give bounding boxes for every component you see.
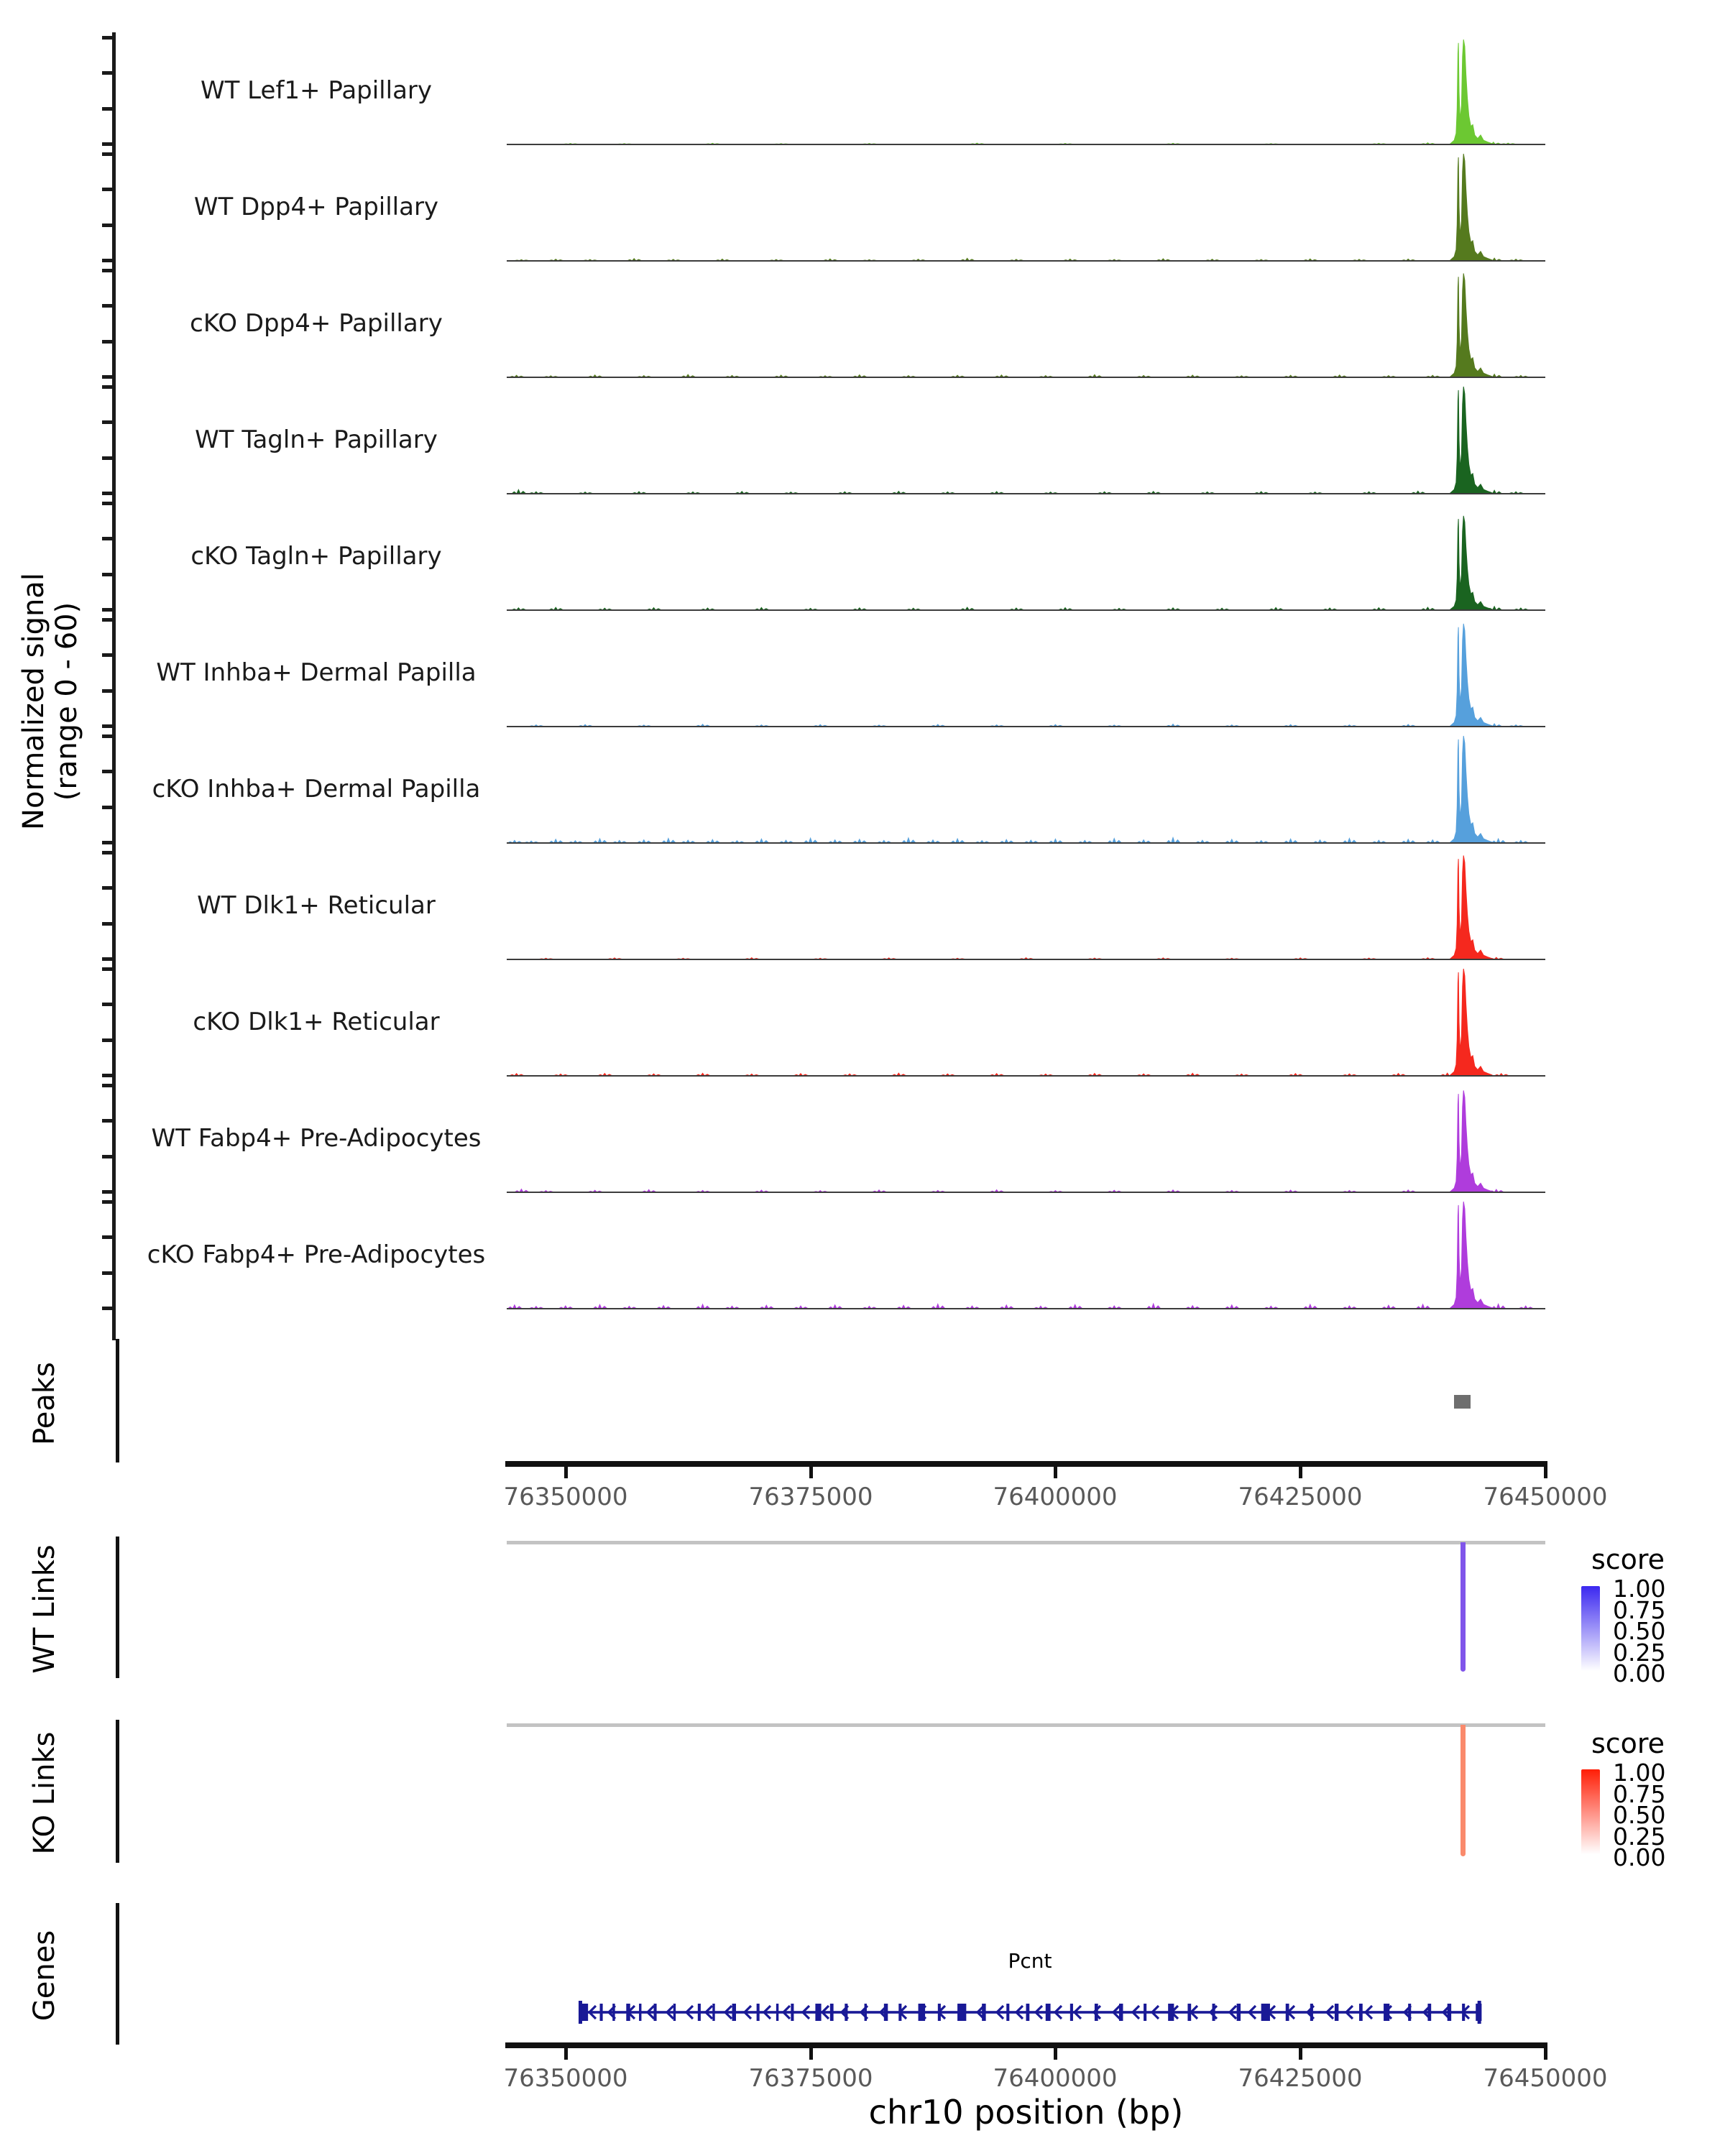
track-label: WT Fabp4+ Pre-Adipocytes [151,1124,482,1153]
peaks-section-label: Peaks [28,1362,61,1445]
track-signal-panel[interactable] [507,723,1545,844]
ko-link-line[interactable] [1460,1725,1466,1856]
wt-links-baseline [507,1541,1545,1544]
genomic-axis-tick-label: 76450000 [1483,1483,1608,1511]
signal-axis-tick [102,1119,114,1123]
signal-axis-tick [102,1155,114,1158]
score-legend-tick-label: 0.75 [1613,1780,1666,1808]
x-axis-title: chr10 position (bp) [868,2093,1184,2132]
signal-axis-tick [102,806,114,809]
signal-axis-tick [102,1038,114,1042]
signal-axis-tick [102,152,114,156]
track-label: cKO Fabp4+ Pre-Adipocytes [147,1240,486,1269]
genomic-axis-tick [564,1467,568,1478]
track-label: cKO Dpp4+ Papillary [190,309,443,338]
score-legend-tick-label: 0.50 [1613,1617,1666,1645]
wt-links-section-label: WT Links [28,1544,61,1674]
genomic-axis-tick-label: 76375000 [748,2064,873,2093]
signal-axis-tick [102,608,114,612]
track-signal-panel[interactable] [507,1189,1545,1309]
signal-axis-tick [102,259,114,262]
signal-axis-tick [102,1074,114,1077]
track-label: WT Tagln+ Papillary [195,425,438,454]
track-signal-panel[interactable] [507,839,1545,960]
signal-axis-label-line1: Normalized signal [17,573,50,830]
track-signal-panel[interactable] [507,490,1545,611]
score-legend-tick-label: 0.25 [1613,1639,1666,1667]
signal-axis-tick [102,224,114,227]
gene-model[interactable] [507,1985,1545,2040]
signal-axis-tick [102,1235,114,1239]
signal-axis-tick [102,1200,114,1204]
signal-axis-tick [102,1307,114,1310]
track-label: cKO Tagln+ Papillary [190,542,442,571]
signal-axis-tick [102,304,114,308]
genes-section-label: Genes [28,1930,61,2022]
score-legend-tick-label: 1.00 [1613,1575,1666,1603]
genomic-axis-tick-label: 76400000 [993,1483,1118,1511]
genomic-axis-lower [505,2042,1547,2048]
track-signal-panel[interactable] [507,374,1545,494]
signal-axis-tick [102,653,114,657]
signal-axis-tick [102,886,114,890]
track-label: cKO Dlk1+ Reticular [193,1008,440,1036]
track-label: WT Lef1+ Papillary [200,76,433,105]
wt-score-legend-title: score [1591,1544,1665,1575]
signal-axis-tick [102,107,114,111]
signal-axis-label [17,428,83,975]
signal-axis-tick [102,502,114,505]
genomic-axis-tick [1299,2048,1302,2060]
wt-link-line[interactable] [1460,1542,1466,1672]
ko-links-bracket [116,1720,119,1863]
genes-bracket [116,1903,119,2045]
wt-links-bracket [116,1537,119,1678]
signal-axis-tick [102,573,114,576]
signal-axis-tick [102,1003,114,1006]
signal-axis-tick [102,71,114,75]
score-legend-tick-label: 0.00 [1613,1843,1666,1871]
genomic-axis-upper [505,1461,1547,1467]
track-signal-panel[interactable] [507,141,1545,262]
genomic-axis-tick-label: 76450000 [1483,2064,1608,2093]
signal-axis-tick [102,770,114,773]
signal-axis-tick [102,269,114,272]
signal-axis-tick [102,841,114,844]
genomic-axis-tick [809,1467,813,1478]
score-legend-tick-label: 0.00 [1613,1659,1666,1687]
signal-axis-tick [102,734,114,738]
signal-axis-tick [102,36,114,40]
signal-axis-tick [102,618,114,622]
signal-axis-tick [102,537,114,540]
genomic-axis-tick [1544,2048,1547,2060]
signal-axis-tick [102,188,114,191]
peak-interval-box[interactable] [1454,1395,1471,1409]
ko-score-colorbar [1581,1769,1600,1854]
track-signal-panel[interactable] [507,257,1545,378]
signal-axis-tick [102,1271,114,1275]
signal-axis-tick [102,724,114,728]
signal-axis-tick [102,1190,114,1194]
genomic-axis-tick-label: 76375000 [748,1483,873,1511]
signal-axis-tick [102,340,114,344]
signal-axis-tick [102,957,114,961]
signal-axis-tick [102,689,114,693]
genomic-axis-tick [1299,1467,1302,1478]
signal-axis-tick [102,1084,114,1087]
genomic-axis-tick-label: 76350000 [503,2064,628,2093]
genomic-axis-tick-label: 76400000 [993,2064,1118,2093]
genomic-axis-tick [1544,1467,1547,1478]
genomic-axis-tick-label: 76425000 [1238,2064,1363,2093]
score-legend-tick-label: 0.75 [1613,1596,1666,1624]
track-label: WT Dlk1+ Reticular [197,891,436,920]
peaks-section-bracket [116,1339,119,1462]
ko-links-section-label: KO Links [28,1731,61,1855]
genomic-axis-tick [564,2048,568,2060]
signal-axis-tick [102,492,114,495]
track-signal-panel[interactable] [507,24,1545,145]
signal-axis-tick [102,420,114,424]
genomic-axis-tick [809,2048,813,2060]
signal-axis-tick [102,922,114,926]
signal-axis-tick [102,456,114,460]
track-signal-panel[interactable] [507,607,1545,727]
ko-links-baseline [507,1723,1545,1727]
track-signal-panel[interactable] [507,956,1545,1077]
signal-axis-tick [102,967,114,971]
track-label: WT Inhba+ Dermal Papilla [156,658,477,687]
genomic-axis-tick-label: 76425000 [1238,1483,1363,1511]
genomic-axis-tick [1054,1467,1057,1478]
genomic-axis-tick-label: 76350000 [503,1483,628,1511]
genomic-axis-tick [1054,2048,1057,2060]
score-legend-tick-label: 0.50 [1613,1801,1666,1829]
score-legend-tick-label: 1.00 [1613,1759,1666,1787]
signal-axis-tick [102,385,114,389]
score-legend-tick-label: 0.25 [1613,1823,1666,1851]
track-label: cKO Inhba+ Dermal Papilla [152,775,481,803]
track-signal-panel[interactable] [507,1072,1545,1193]
track-label: WT Dpp4+ Papillary [193,193,439,221]
signal-axis-tick [102,375,114,379]
signal-axis-label-line2: (range 0 - 60) [50,602,83,801]
gene-name-label: Pcnt [1008,1949,1052,1973]
signal-axis-tick [102,142,114,146]
signal-axis-tick [102,851,114,854]
ko-score-legend-title: score [1591,1728,1665,1759]
wt-score-colorbar [1581,1586,1600,1671]
